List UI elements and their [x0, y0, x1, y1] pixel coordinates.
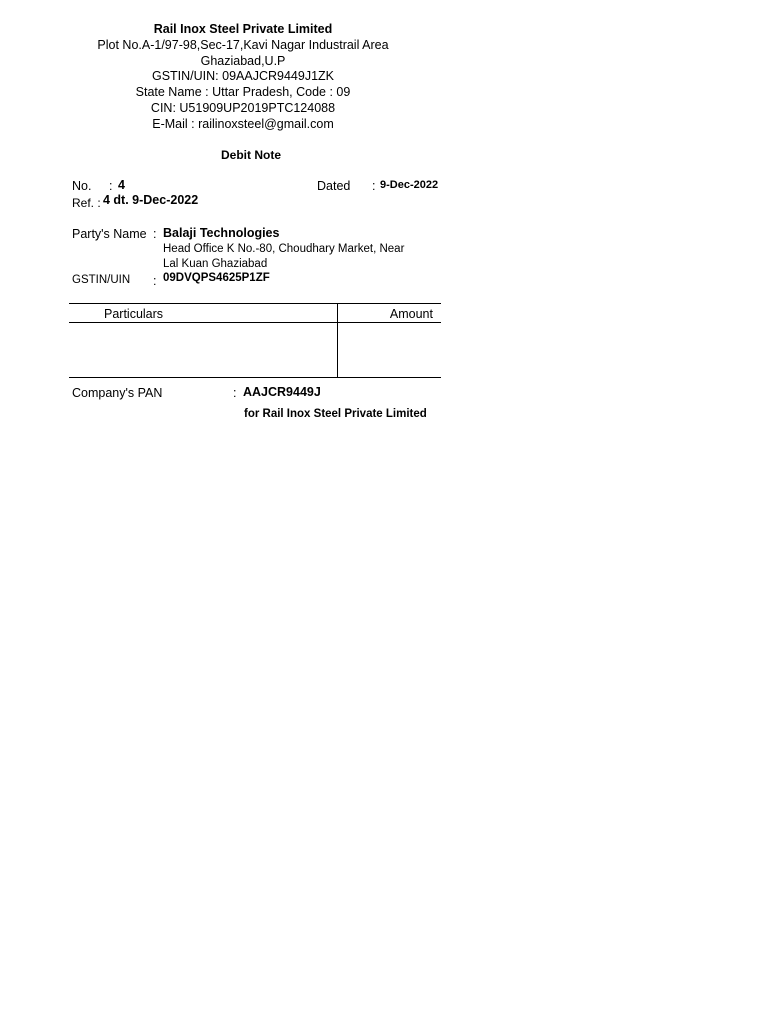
party-name-value: Balaji Technologies	[163, 226, 280, 240]
party-gstin-label: GSTIN/UIN	[72, 274, 131, 286]
dated-value: 9-Dec-2022	[380, 179, 439, 191]
ref-value: 4 dt. 9-Dec-2022	[103, 193, 199, 207]
company-email: E-Mail : railinoxsteel@gmail.com	[152, 117, 334, 131]
document-title: Debit Note	[221, 148, 281, 162]
table-header-border	[69, 322, 441, 323]
dated-separator: :	[372, 179, 376, 193]
voucher-no-label: No.	[72, 179, 92, 193]
company-address-line2: Ghaziabad,U.P	[200, 54, 286, 68]
voucher-no-separator: :	[109, 179, 113, 193]
company-pan-value: AAJCR9449J	[243, 385, 321, 399]
party-address-line2: Lal Kuan Ghaziabad	[163, 258, 268, 270]
dated-label: Dated	[317, 179, 351, 193]
table-bottom-border	[69, 377, 441, 378]
company-pan-separator: :	[233, 386, 237, 400]
party-name-label: Party's Name	[72, 227, 147, 241]
company-name: Rail Inox Steel Private Limited	[153, 22, 333, 36]
company-pan-label: Company's PAN	[72, 386, 163, 400]
party-address-line1: Head Office K No.-80, Choudhary Market, Near	[163, 243, 405, 255]
company-cin: CIN: U51909UP2019PTC124088	[150, 101, 336, 115]
company-state: State Name : Uttar Pradesh, Code : 09	[135, 85, 351, 99]
company-address-line1: Plot No.A-1/97-98,Sec-17,Kavi Nagar Industrail Area	[97, 38, 389, 52]
ref-label: Ref. :	[72, 196, 101, 210]
table-column-divider	[337, 303, 338, 378]
party-name-separator: :	[153, 227, 157, 241]
party-gstin-value: 09DVQPS4625P1ZF	[163, 272, 270, 284]
voucher-no-value: 4	[118, 178, 125, 192]
table-top-border	[69, 303, 441, 304]
table-header-amount: Amount	[389, 307, 433, 321]
company-gstin: GSTIN/UIN: 09AAJCR9449J1ZK	[151, 69, 334, 83]
signatory-line: for Rail Inox Steel Private Limited	[244, 408, 427, 420]
party-gstin-separator: :	[153, 274, 157, 288]
table-header-particulars: Particulars	[104, 307, 164, 321]
